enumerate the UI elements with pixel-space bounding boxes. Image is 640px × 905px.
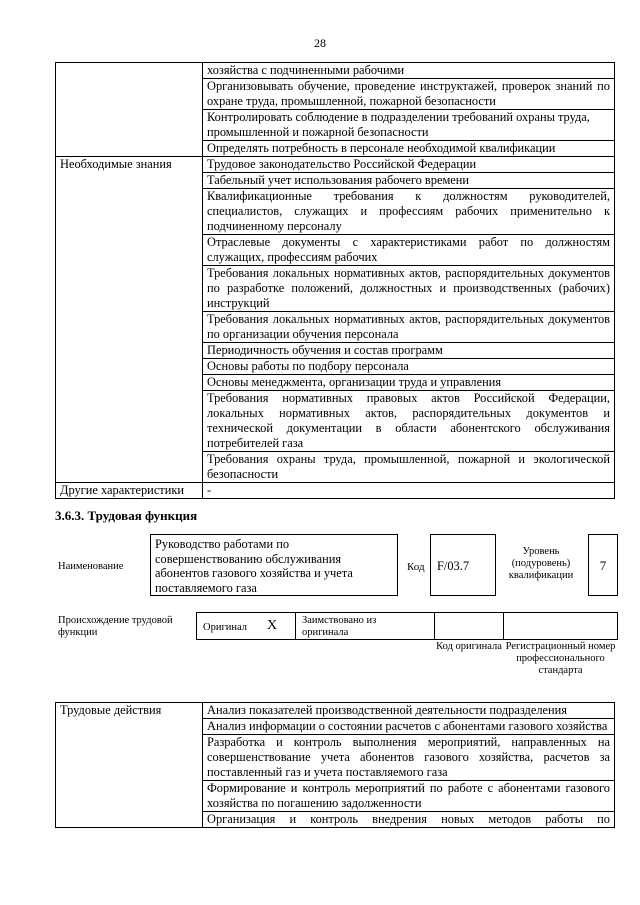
function-name-value: Руководство работами по совершенствованию обслуживания абонентов газового хозяйства и учета поставляемого газа (155, 537, 353, 595)
table-cell: хозяйства с подчиненными рабочими (203, 63, 615, 79)
code-caption: Код оригинала (436, 641, 502, 652)
original-label: Оригинал (203, 622, 247, 633)
borrowed-label: Заимствовано из оригинала (302, 615, 377, 638)
level-box (588, 534, 618, 596)
reg-caption: Регистрационный номер профессионального стандарта (505, 641, 616, 676)
code-value: F/03.7 (437, 559, 470, 573)
table-cell: Табельный учет использования рабочего времени (203, 173, 615, 189)
original-mark: X (267, 618, 278, 633)
origin-code-cell (434, 612, 504, 640)
row-label-actions: Трудовые действия (56, 703, 203, 828)
requirements-table (55, 62, 615, 499)
table-cell: Периодичность обучения и состав программ (203, 343, 615, 359)
table-cell: Требования охраны труда, промышленной, пожарной и экологической безопасности (203, 452, 615, 483)
table-cell: Определять потребность в персонале необходимой квалификации (203, 141, 615, 157)
row-label-other: Другие характеристики (56, 483, 203, 499)
table-cell: Отраслевые документы с характеристиками работ по должностям служащих, профессиям рабочих (203, 235, 615, 266)
table-cell: Основы работы по подбору персонала (203, 359, 615, 375)
page-number: 28 (314, 36, 326, 50)
code-label: Код (407, 561, 425, 573)
origin-label: Происхождение трудовой функции (58, 615, 173, 638)
level-value: 7 (599, 558, 607, 573)
table-cell: Формирование и контроль мероприятий по работе с абонентами газового хозяйства по погашению задолженности (203, 781, 615, 812)
level-label: Уровень (подуровень) квалификации (508, 546, 574, 581)
table-cell: Организация и контроль внедрения новых методов работы по (203, 812, 615, 828)
table-cell: Трудовое законодательство Российской Федерации (203, 157, 615, 173)
table-cell: Основы менеджмента, организации труда и управления (203, 375, 615, 391)
table-row (56, 703, 615, 719)
original-cell (196, 612, 296, 640)
table-cell: Анализ показателей производственной деятельности подразделения (203, 703, 615, 719)
row-label (56, 63, 203, 157)
table-cell: Требования локальных нормативных актов, распорядительных документов по разработке положений, должностных и производственных (рабочих) инструкций (203, 266, 615, 312)
table-row (56, 157, 615, 173)
table-row (56, 483, 615, 499)
table-cell: - (203, 483, 615, 499)
table-cell: Организовывать обучение, проведение инструктажей, проверок знаний по охране труда, промышленной, пожарной безопасности (203, 79, 615, 110)
actions-table (55, 702, 615, 828)
name-label: Наименование (58, 561, 124, 572)
table-cell: Контролировать соблюдение в подразделении требований охраны труда, промышленной и пожарной безопасности (203, 110, 615, 141)
function-name-box (150, 534, 398, 596)
table-row (56, 63, 615, 79)
row-label-knowledge: Необходимые знания (56, 157, 203, 483)
section-heading: 3.6.3. Трудовая функция (55, 508, 198, 523)
table-cell: Квалификационные требования к должностям руководителей, специалистов, служащих и профессиям рабочих применительно к подчиненному персоналу (203, 189, 615, 235)
table-cell: Анализ информации о состоянии расчетов с абонентами газового хозяйства (203, 719, 615, 735)
borrowed-cell (295, 612, 435, 640)
table-cell: Требования локальных нормативных актов, распорядительных документов по организации обучения персонала (203, 312, 615, 343)
table-cell: Разработка и контроль выполнения мероприятий, направленных на совершенствование учета абонентов газового хозяйства, расчетов за поставленный газ и учета поставляемого газа (203, 735, 615, 781)
code-box (430, 534, 496, 596)
table-cell: Требования нормативных правовых актов Российской Федерации, локальных нормативных актов, распорядительных документов и технической документации в области абонентского обслуживания потребителей газа (203, 391, 615, 452)
reg-number-cell (503, 612, 618, 640)
